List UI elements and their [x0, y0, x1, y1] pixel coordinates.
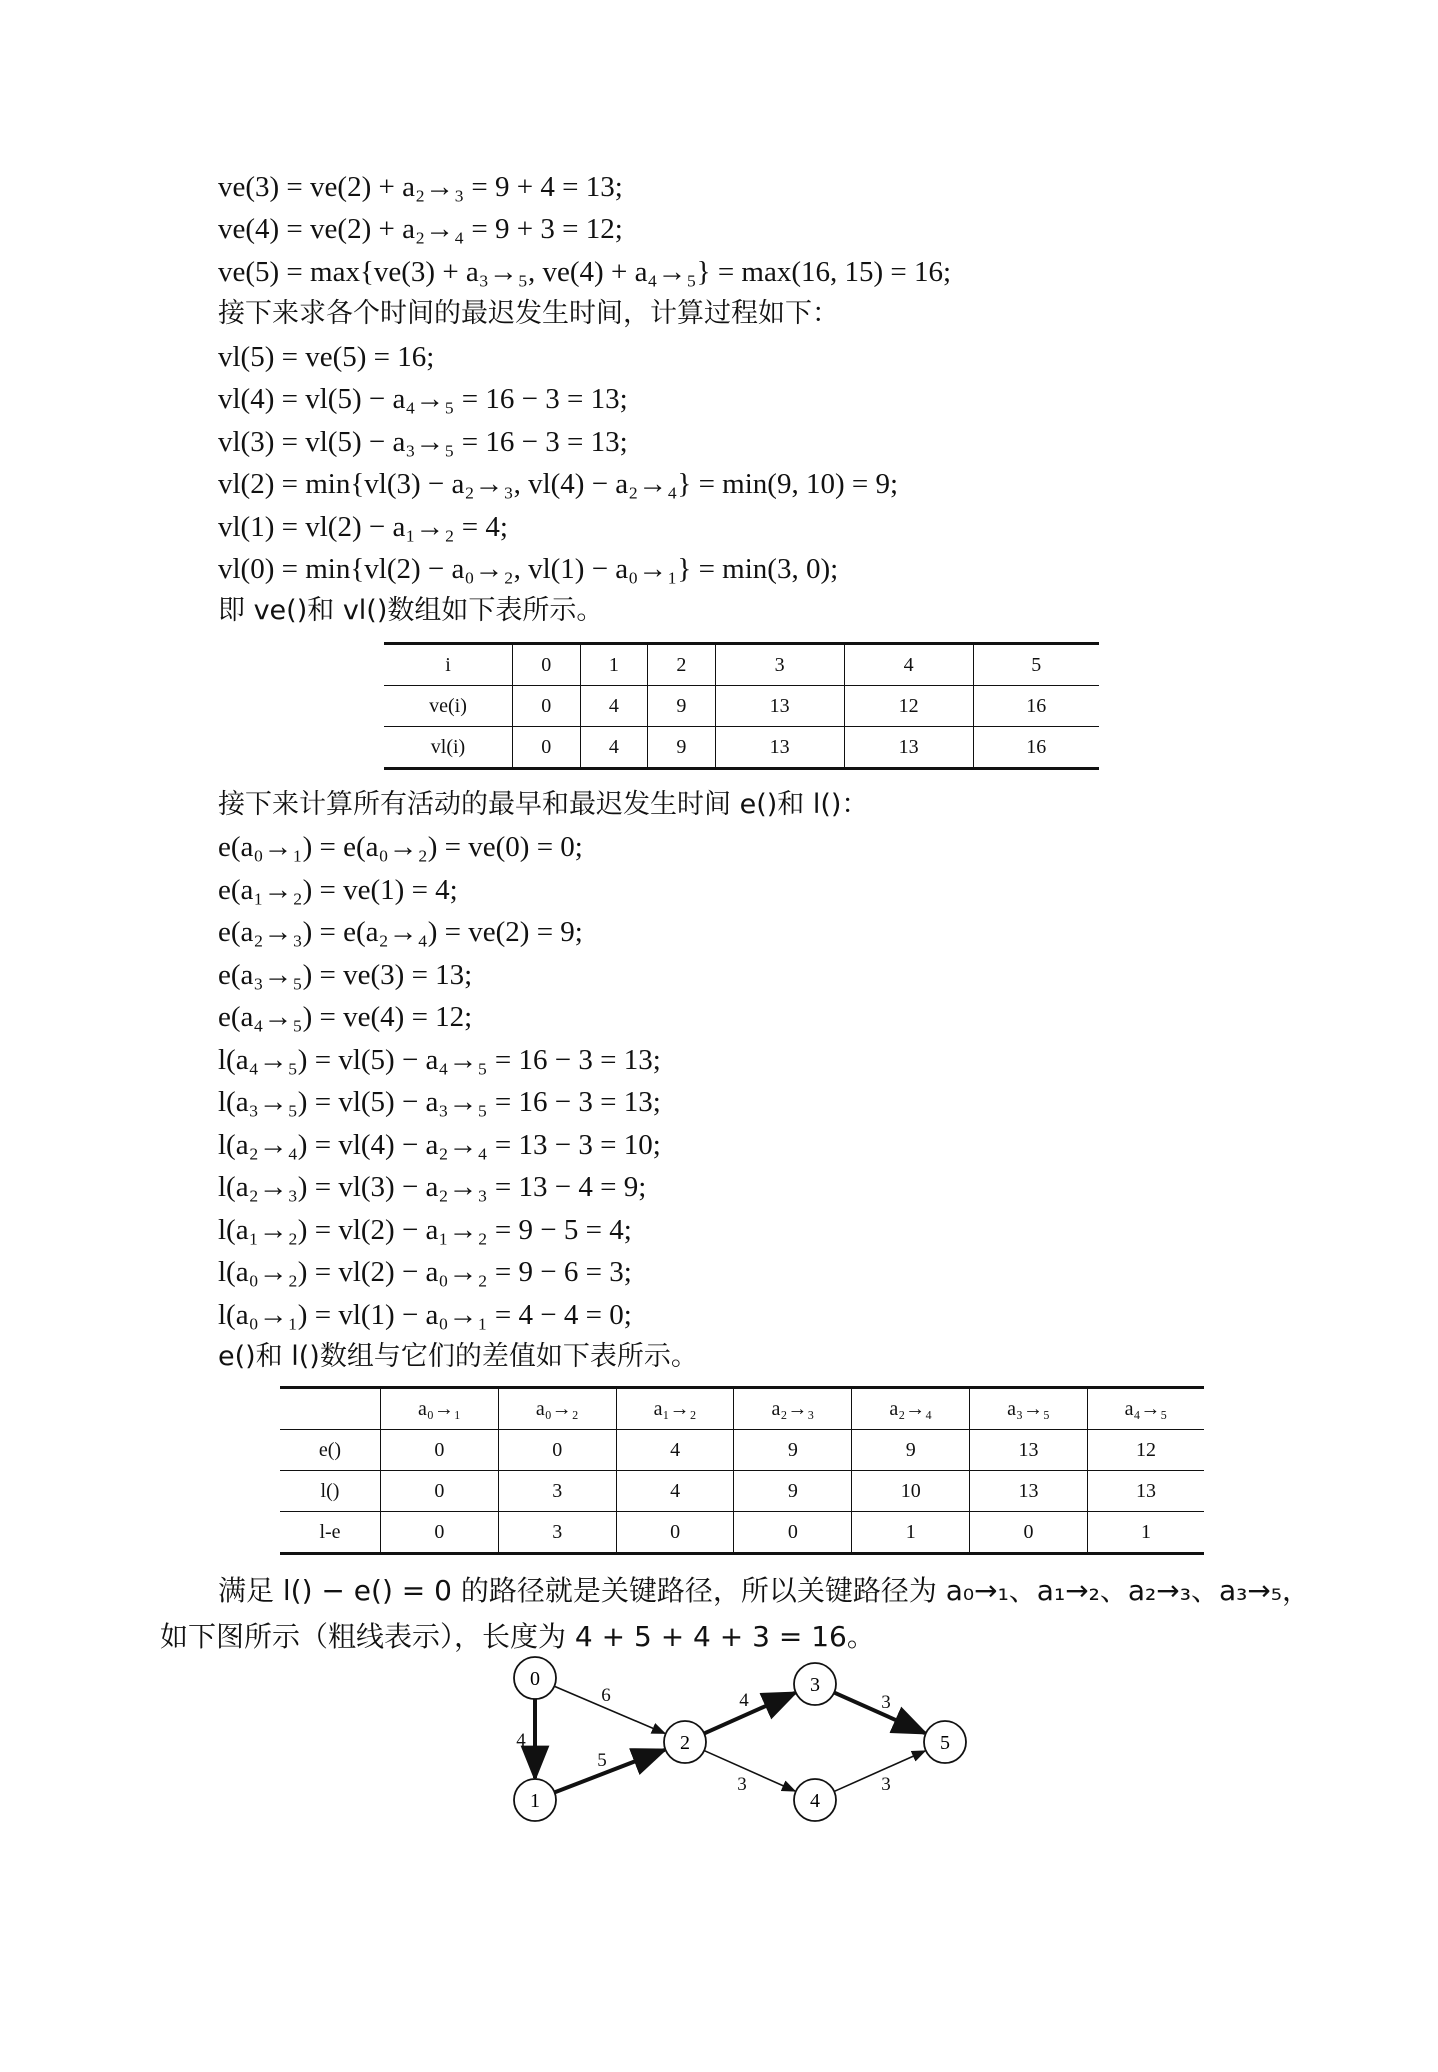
graph-node-label: 1: [530, 1790, 540, 1812]
table-cell: 0: [970, 1512, 1088, 1554]
table-cell: 12: [1087, 1430, 1204, 1471]
table-cell: 13: [970, 1471, 1088, 1512]
graph-node-label: 5: [940, 1732, 950, 1754]
table-cell: 9: [852, 1430, 970, 1471]
graph-node-label: 0: [530, 1668, 540, 1690]
line-vl1: vl(1) = vl(2) − a₁→₂ = 4;: [218, 511, 508, 543]
line-l-a01: l(a₀→₁) = vl(1) − a₀→₁ = 4 − 4 = 0;: [218, 1299, 632, 1331]
table-cell: ve(i): [384, 686, 513, 727]
table-cell: 9: [734, 1471, 852, 1512]
table-cell: 13: [970, 1430, 1088, 1471]
table-cell: 0: [381, 1430, 499, 1471]
table-cell: 5: [973, 644, 1099, 686]
graph-nodes: [514, 1657, 966, 1821]
graph-edges: [516, 1685, 925, 1795]
table-cell: 12: [844, 686, 973, 727]
table-cell: 0: [513, 686, 581, 727]
table-cell: 4: [580, 727, 648, 769]
line-l-a23: l(a₂→₃) = vl(3) − a₂→₃ = 13 − 4 = 9;: [218, 1171, 647, 1203]
table-cell: 16: [973, 727, 1099, 769]
line-vl2: vl(2) = min{vl(3) − a₂→₃, vl(4) − a₂→₄} = min(9, 10) = 9;: [218, 468, 899, 500]
line-e-a01: e(a₀→₁) = e(a₀→₂) = ve(0) = 0;: [218, 831, 583, 863]
line-intro-vl: 接下来求各个时间的最迟发生时间，计算过程如下：: [218, 298, 839, 329]
table-cell: a₀→₁: [381, 1388, 499, 1430]
edge-weight-label: 4: [516, 1730, 526, 1751]
table-cell: 13: [1087, 1471, 1204, 1512]
line-e-a23: e(a₂→₃) = e(a₂→₄) = ve(2) = 9;: [218, 916, 583, 948]
line-l-a24: l(a₂→₄) = vl(4) − a₂→₄ = 13 − 3 = 10;: [218, 1129, 661, 1161]
line-e-a45: e(a₄→₅) = ve(4) = 12;: [218, 1001, 473, 1033]
table-cell: 9: [734, 1430, 852, 1471]
table-cell: 4: [844, 644, 973, 686]
edge-2-4: [704, 1751, 795, 1791]
edge-weight-label: 3: [881, 1774, 891, 1795]
edge-weight-label: 4: [739, 1690, 749, 1711]
table-cell: vl(i): [430, 735, 466, 758]
table-cell: 1: [580, 644, 648, 686]
table-cell: 0: [616, 1512, 734, 1554]
line-e-a12: e(a₁→₂) = ve(1) = 4;: [218, 874, 458, 906]
table-cell: a₁→₂: [616, 1388, 734, 1430]
line-e-a35: e(a₃→₅) = ve(3) = 13;: [218, 959, 473, 991]
table-cell: 0: [381, 1471, 499, 1512]
table-cell: a₂→₄: [852, 1388, 970, 1430]
table-cell: i: [384, 644, 513, 686]
table-cell: 0: [513, 727, 581, 769]
table-cell: 13: [844, 727, 973, 769]
edge-weight-label: 6: [601, 1685, 611, 1706]
table-cell: a₄→₅: [1087, 1388, 1204, 1430]
edge-2-3: [704, 1693, 795, 1733]
table-cell: 3: [498, 1512, 616, 1554]
edge-weight-label: 3: [881, 1692, 891, 1713]
table-cell: a₀→₂: [498, 1388, 616, 1430]
graph-node-label: 3: [810, 1674, 820, 1696]
line-vl4: vl(4) = vl(5) − a₄→₅ = 16 − 3 = 13;: [218, 383, 628, 415]
line-l-a35: l(a₃→₅) = vl(5) − a₃→₅ = 16 − 3 = 13;: [218, 1086, 661, 1118]
edge-1-2: [555, 1750, 665, 1792]
edge-weight-label: 3: [737, 1774, 747, 1795]
line-ve5: ve(5) = max{ve(3) + a₃→₅, ve(4) + a₄→₅} = max(16, 15) = 16;: [218, 256, 952, 288]
table-cell: l-e: [319, 1520, 341, 1543]
table-cell: a₂→₃: [734, 1388, 852, 1430]
table-cell: 3: [715, 644, 844, 686]
table-cell: e(): [280, 1430, 381, 1471]
table-cell: 13: [715, 686, 844, 727]
line-l-a45: l(a₄→₅) = vl(5) − a₄→₅ = 16 − 3 = 13;: [218, 1044, 661, 1076]
line-table2-caption: e()和 l()数组与它们的差值如下表所示。: [218, 1341, 698, 1372]
line-l-a02: l(a₀→₂) = vl(2) − a₀→₂ = 9 − 6 = 3;: [218, 1256, 632, 1288]
table-cell: 13: [715, 727, 844, 769]
table-cell: 4: [616, 1430, 734, 1471]
line-ve3: ve(3) = ve(2) + a₂→₃ = 9 + 4 = 13;: [218, 171, 623, 203]
table-cell: 0: [513, 644, 581, 686]
edge-3-5: [834, 1693, 925, 1733]
edge-4-5: [834, 1751, 925, 1791]
table-cell: l(): [280, 1471, 381, 1512]
table-cell: 4: [580, 686, 648, 727]
line-l-a12: l(a₁→₂) = vl(2) − a₁→₂ = 9 − 5 = 4;: [218, 1214, 632, 1246]
line-table1-caption: 即 ve()和 vl()数组如下表所示。: [218, 595, 604, 626]
graph-node-label: 4: [810, 1790, 820, 1812]
line-ve4: ve(4) = ve(2) + a₂→₄ = 9 + 3 = 12;: [218, 213, 623, 245]
table-cell: 0: [381, 1512, 499, 1554]
table-cell: 3: [498, 1471, 616, 1512]
table-cell: 1: [852, 1512, 970, 1554]
table-cell: 9: [648, 686, 716, 727]
line-intro-e-l: 接下来计算所有活动的最早和最迟发生时间 e()和 l()：: [218, 789, 869, 820]
table-cell: 10: [852, 1471, 970, 1512]
edge-weight-label: 5: [597, 1750, 607, 1771]
line-vl5: vl(5) = ve(5) = 16;: [218, 341, 435, 373]
table-cell: a₃→₅: [970, 1388, 1088, 1430]
conclusion-text: 满足 l() − e() = 0 的路径就是关键路径，所以关键路径为 a₀→₁、a₁→₂、a₂→₃、a₃→₅，如下图所示（粗线表示），长度为 4 + 5 + 4 + 3 = 16。: [160, 1574, 1311, 1653]
graph-node-label: 2: [680, 1732, 690, 1754]
line-vl3: vl(3) = vl(5) − a₃→₅ = 16 − 3 = 13;: [218, 426, 628, 458]
table-cell: 2: [648, 644, 716, 686]
table-cell: 0: [734, 1512, 852, 1554]
table-cell: 4: [616, 1471, 734, 1512]
table-cell: 0: [498, 1430, 616, 1471]
table-cell: 1: [1087, 1512, 1204, 1554]
line-vl0: vl(0) = min{vl(2) − a₀→₂, vl(1) − a₀→₁} = min(3, 0);: [218, 553, 839, 585]
table-cell: 16: [973, 686, 1099, 727]
table-cell: 9: [648, 727, 716, 769]
